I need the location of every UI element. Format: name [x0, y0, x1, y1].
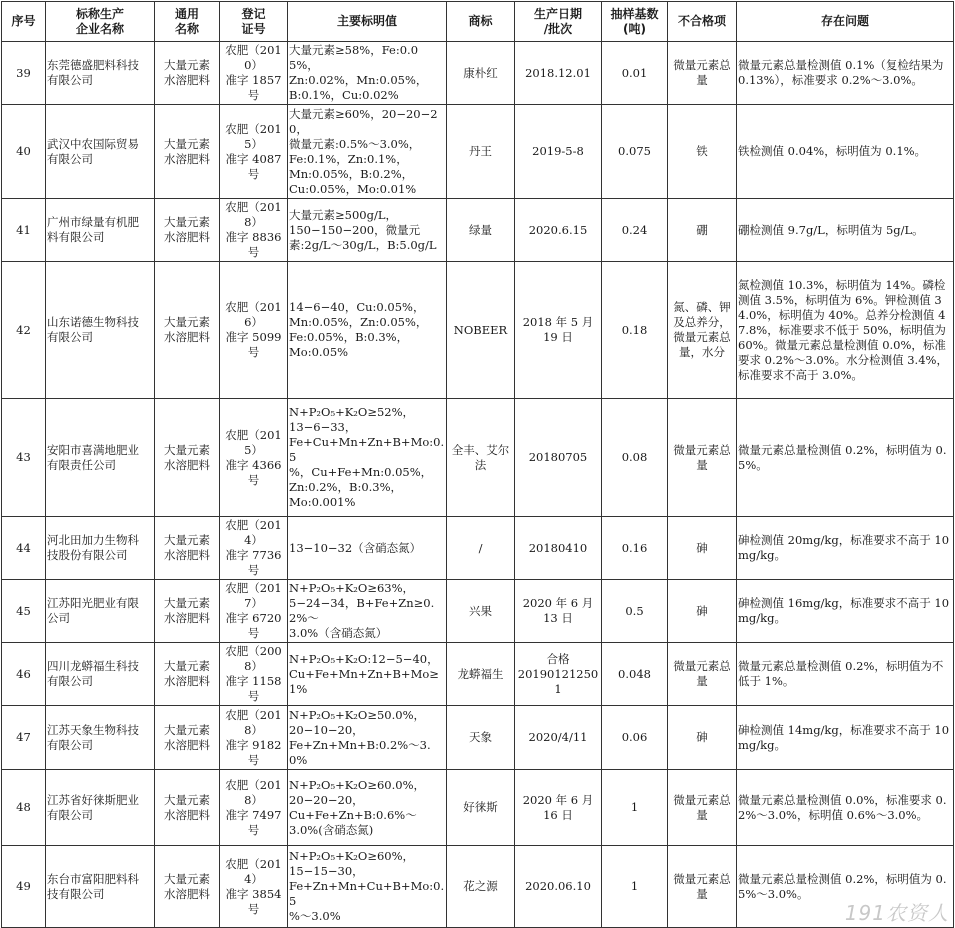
cell-issue: 微量元素总量检测值 0.2%，标明值为 0.5%～3.0%。: [737, 846, 954, 928]
cell-brand: NOBEER: [447, 262, 515, 399]
cell-brand: /: [447, 517, 515, 580]
cell-production-date: 合格 20190121250 1: [515, 643, 602, 706]
cell-labeled-values: N+P₂O₅+K₂O:12−5−40， Cu+Fe+Mn+Zn+B+Mo≥1%: [288, 643, 447, 706]
cell-failed-item: 微量元素总 量: [668, 770, 737, 846]
cell-failed-item: 硼: [668, 199, 737, 262]
cell-registration: 农肥（2008） 准字 1158 号: [220, 643, 288, 706]
cell-issue: 砷检测值 20mg/kg，标准要求不高于 10mg/kg。: [737, 517, 954, 580]
cell-sample-base: 0.06: [602, 706, 668, 770]
cell-sample-base: 0.08: [602, 399, 668, 517]
cell-generic-name: 大量元素 水溶肥料: [155, 199, 220, 262]
cell-sample-base: 0.18: [602, 262, 668, 399]
table-row: [2, 105, 954, 199]
cell-failed-item: 氮、磷、钾 及总养分， 微量元素总 量，水分: [668, 262, 737, 399]
cell-registration: 农肥（2015） 准字 4087 号: [220, 105, 288, 199]
cell-generic-name: 大量元素 水溶肥料: [155, 262, 220, 399]
cell-registration: 农肥（2014） 准字 7736 号: [220, 517, 288, 580]
cell-issue: 氮检测值 10.3%，标明值为 14%。磷检测值 3.5%，标明值为 6%。钾检测值 34.0%，标明值为 40%。总养分检测值 47.8%，标准要求不低于 50%，标明值为 60%。微量元素总量检测值 0.0%，标准要求 0.2%～3.0%。水分检测值 3.4%，标准要求不高于 3.0%。: [737, 262, 954, 399]
cell-sample-base: 0.16: [602, 517, 668, 580]
cell-registration: 农肥（2015） 准字 4366 号: [220, 399, 288, 517]
cell-labeled-values: N+P₂O₅+K₂O≥52%， 13−6−33， Fe+Cu+Mn+Zn+B+Mo:0.5 %，Cu+Fe+Mn:0.05%， Zn:0.2%，B:0.3%， Mo:0.001%: [288, 399, 447, 517]
cell-brand: 龙蟒福生: [447, 643, 515, 706]
cell-failed-item: 铁: [668, 105, 737, 199]
cell-registration: 农肥（2016） 准字 5099 号: [220, 262, 288, 399]
fertilizer-inspection-table: [1, 1, 954, 928]
cell-company: 江苏省好徕斯肥业 有限公司: [46, 770, 155, 846]
cell-registration: 农肥（2018） 准字 9182 号: [220, 706, 288, 770]
cell-sample-base: 0.075: [602, 105, 668, 199]
cell-brand: 全丰、艾尔 法: [447, 399, 515, 517]
table-row: [2, 399, 954, 517]
cell-labeled-values: 13−10−32（含硝态氮）: [288, 517, 447, 580]
cell-company: 东台市富阳肥料科 技有限公司: [46, 846, 155, 928]
cell-issue: 砷检测值 16mg/kg，标准要求不高于 10mg/kg。: [737, 580, 954, 643]
cell-production-date: 2020 年 6 月 13 日: [515, 580, 602, 643]
table-row: [2, 846, 954, 928]
cell-no: 46: [2, 643, 46, 706]
header-registration: 登记 证号: [220, 2, 288, 42]
cell-company: 江苏阳光肥业有限 公司: [46, 580, 155, 643]
cell-sample-base: 0.24: [602, 199, 668, 262]
table-row: [2, 517, 954, 580]
cell-company: 安阳市喜满地肥业 有限责任公司: [46, 399, 155, 517]
cell-generic-name: 大量元素 水溶肥料: [155, 399, 220, 517]
cell-company: 江苏天象生物科技 有限公司: [46, 706, 155, 770]
cell-labeled-values: 大量元素≥500g/L， 150−150−200，微量元 素:2g/L～30g/L，B:5.0g/L: [288, 199, 447, 262]
header-issue: 存在问题: [737, 2, 954, 42]
cell-sample-base: 0.048: [602, 643, 668, 706]
cell-issue: 微量元素总量检测值 0.1%（复检结果为 0.13%），标准要求 0.2%～3.0%。: [737, 42, 954, 105]
cell-generic-name: 大量元素 水溶肥料: [155, 846, 220, 928]
cell-failed-item: 微量元素总 量: [668, 399, 737, 517]
cell-issue: 微量元素总量检测值 0.2%，标明值为 0.5%。: [737, 399, 954, 517]
cell-sample-base: 1: [602, 770, 668, 846]
cell-brand: 天象: [447, 706, 515, 770]
cell-failed-item: 砷: [668, 517, 737, 580]
cell-company: 河北田加力生物科 技股份有限公司: [46, 517, 155, 580]
cell-no: 41: [2, 199, 46, 262]
cell-generic-name: 大量元素 水溶肥料: [155, 706, 220, 770]
cell-labeled-values: 大量元素≥60%，20−20−20， 微量元素:0.5%～3.0%， Fe:0.1%，Zn:0.1%， Mn:0.05%，B:0.2%， Cu:0.05%，Mo:0.01%: [288, 105, 447, 199]
header-sample-base: 抽样基数 (吨): [602, 2, 668, 42]
table-row: [2, 199, 954, 262]
header-production-date: 生产日期 /批次: [515, 2, 602, 42]
cell-labeled-values: N+P₂O₅+K₂O≥63%， 5−24−34，B+Fe+Zn≥0.2%～ 3.0%（含硝态氮）: [288, 580, 447, 643]
cell-production-date: 2018.12.01: [515, 42, 602, 105]
header-no: 序号: [2, 2, 46, 42]
cell-labeled-values: N+P₂O₅+K₂O≥60%， 15−15−30， Fe+Zn+Mn+Cu+B+Mo:0.5 %～3.0%: [288, 846, 447, 928]
cell-no: 49: [2, 846, 46, 928]
cell-production-date: 2018 年 5 月 19 日: [515, 262, 602, 399]
cell-failed-item: 微量元素总 量: [668, 643, 737, 706]
header-brand: 商标: [447, 2, 515, 42]
cell-company: 东莞德盛肥料科技 有限公司: [46, 42, 155, 105]
cell-production-date: 2020.6.15: [515, 199, 602, 262]
cell-company: 武汉中农国际贸易 有限公司: [46, 105, 155, 199]
cell-production-date: 2020 年 6 月 16 日: [515, 770, 602, 846]
cell-failed-item: 砷: [668, 706, 737, 770]
cell-issue: 硼检测值 9.7g/L，标明值为 5g/L。: [737, 199, 954, 262]
cell-production-date: 20180410: [515, 517, 602, 580]
cell-issue: 铁检测值 0.04%，标明值为 0.1%。: [737, 105, 954, 199]
cell-labeled-values: N+P₂O₅+K₂O≥60.0%， 20−20−20， Cu+Fe+Zn+B:0.6%～ 3.0%(含硝态氮): [288, 770, 447, 846]
header-row: [2, 2, 954, 42]
cell-no: 45: [2, 580, 46, 643]
cell-generic-name: 大量元素 水溶肥料: [155, 105, 220, 199]
header-labeled-values: 主要标明值: [288, 2, 447, 42]
cell-brand: 绿量: [447, 199, 515, 262]
cell-failed-item: 微量元素总 量: [668, 42, 737, 105]
table-row: [2, 643, 954, 706]
cell-failed-item: 砷: [668, 580, 737, 643]
table-row: [2, 42, 954, 105]
cell-no: 40: [2, 105, 46, 199]
cell-brand: 好徕斯: [447, 770, 515, 846]
header-company: 标称生产 企业名称: [46, 2, 155, 42]
cell-production-date: 2020.06.10: [515, 846, 602, 928]
table-row: [2, 770, 954, 846]
cell-issue: 微量元素总量检测值 0.0%，标准要求 0.2%～3.0%，标明值 0.6%～3.0%。: [737, 770, 954, 846]
cell-company: 四川龙蟒福生科技 有限公司: [46, 643, 155, 706]
cell-registration: 农肥（2010） 准字 1857 号: [220, 42, 288, 105]
cell-no: 47: [2, 706, 46, 770]
table-row: [2, 262, 954, 399]
cell-labeled-values: N+P₂O₅+K₂O≥50.0%， 20−10−20， Fe+Zn+Mn+B:0.2%～3.0%: [288, 706, 447, 770]
cell-production-date: 20180705: [515, 399, 602, 517]
cell-no: 42: [2, 262, 46, 399]
cell-generic-name: 大量元素 水溶肥料: [155, 770, 220, 846]
header-failed-item: 不合格项: [668, 2, 737, 42]
cell-registration: 农肥（2014） 准字 3854 号: [220, 846, 288, 928]
cell-production-date: 2019-5-8: [515, 105, 602, 199]
cell-issue: 砷检测值 14mg/kg，标准要求不高于 10mg/kg。: [737, 706, 954, 770]
cell-registration: 农肥（2018） 准字 7497 号: [220, 770, 288, 846]
cell-no: 39: [2, 42, 46, 105]
cell-labeled-values: 14−6−40，Cu:0.05%， Mn:0.05%，Zn:0.05%， Fe:0.05%，B:0.3%， Mo:0.05%: [288, 262, 447, 399]
cell-no: 44: [2, 517, 46, 580]
watermark-logo: 191农资人: [844, 901, 949, 925]
cell-company: 山东诺德生物科技 有限公司: [46, 262, 155, 399]
cell-brand: 康朴红: [447, 42, 515, 105]
cell-sample-base: 1: [602, 846, 668, 928]
cell-labeled-values: 大量元素≥58%，Fe:0.05%， Zn:0.02%，Mn:0.05%， B:0.1%，Cu:0.02%: [288, 42, 447, 105]
cell-generic-name: 大量元素 水溶肥料: [155, 517, 220, 580]
table-row: [2, 580, 954, 643]
cell-production-date: 2020/4/11: [515, 706, 602, 770]
cell-registration: 农肥（2017） 准字 6720 号: [220, 580, 288, 643]
cell-sample-base: 0.01: [602, 42, 668, 105]
header-generic-name: 通用 名称: [155, 2, 220, 42]
cell-brand: 丹王: [447, 105, 515, 199]
cell-generic-name: 大量元素 水溶肥料: [155, 643, 220, 706]
cell-no: 43: [2, 399, 46, 517]
cell-generic-name: 大量元素 水溶肥料: [155, 42, 220, 105]
cell-brand: 兴果: [447, 580, 515, 643]
table-row: [2, 706, 954, 770]
cell-no: 48: [2, 770, 46, 846]
cell-sample-base: 0.5: [602, 580, 668, 643]
cell-brand: 花之源: [447, 846, 515, 928]
cell-failed-item: 微量元素总 量: [668, 846, 737, 928]
cell-company: 广州市绿量有机肥 料有限公司: [46, 199, 155, 262]
cell-generic-name: 大量元素 水溶肥料: [155, 580, 220, 643]
cell-issue: 微量元素总量检测值 0.2%，标明值为不低于 1%。: [737, 643, 954, 706]
cell-registration: 农肥（2018） 准字 8836 号: [220, 199, 288, 262]
